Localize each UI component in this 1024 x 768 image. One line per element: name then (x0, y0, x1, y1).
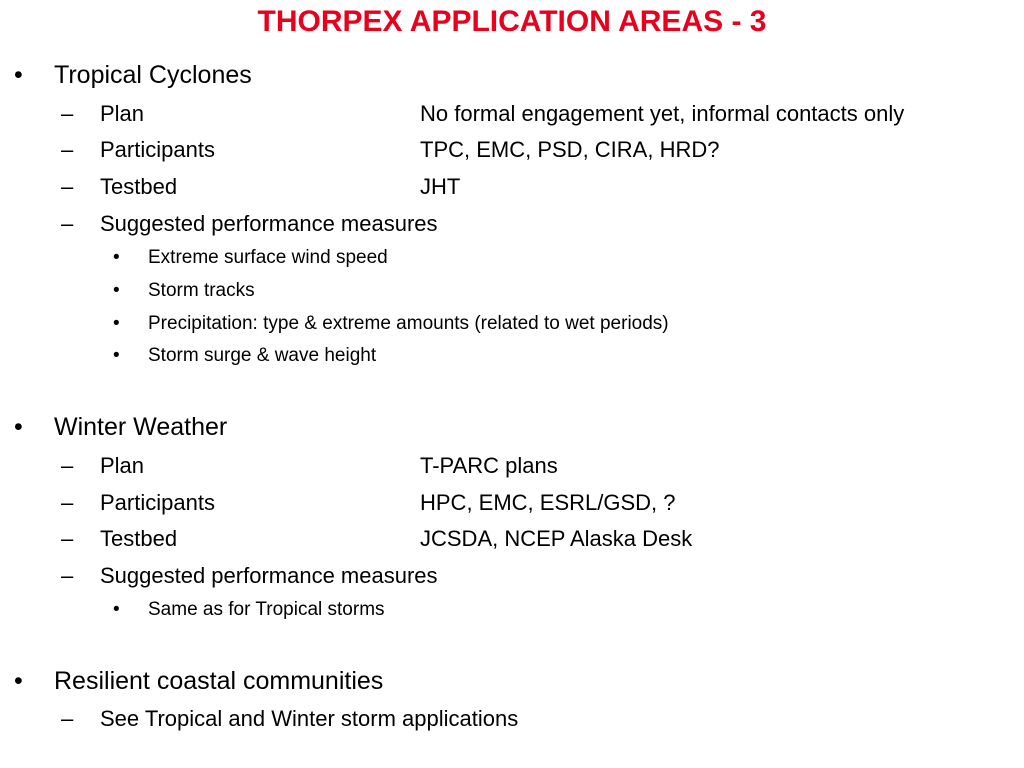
measure-text: Storm surge & wave height (148, 345, 377, 366)
dash-marker: – (61, 490, 74, 515)
bullet-marker: • (113, 313, 120, 334)
item-value: TPC, EMC, PSD, CIRA, HRD? (420, 137, 720, 162)
measure-text: Same as for Tropical storms (148, 599, 385, 620)
measure-text: Storm tracks (148, 280, 255, 301)
section-heading-text: Winter Weather (54, 413, 228, 441)
dash-marker: – (61, 174, 74, 199)
item-value: No formal engagement yet, informal contacts only (420, 101, 905, 126)
dash-marker: – (61, 706, 74, 731)
dash-marker: – (61, 453, 74, 478)
item-label: Suggested performance measures (100, 563, 438, 588)
item-label: Plan (100, 101, 145, 126)
item-value: JHT (420, 174, 461, 199)
item-value: HPC, EMC, ESRL/GSD, ? (420, 490, 676, 515)
item-value: JCSDA, NCEP Alaska Desk (420, 526, 693, 551)
section-heading-text: Resilient coastal communities (54, 667, 384, 695)
measure-text: Extreme surface wind speed (148, 247, 388, 268)
dash-marker: – (61, 211, 74, 236)
bullet-marker: • (14, 667, 23, 695)
bullet-marker: • (14, 413, 23, 441)
item-label: Plan (100, 453, 145, 478)
bullet-marker: • (113, 345, 120, 366)
dash-marker: – (61, 563, 74, 588)
slide-title: THORPEX APPLICATION AREAS - 3 (257, 5, 767, 38)
item-label: Participants (100, 490, 215, 515)
bullet-marker: • (14, 61, 23, 89)
item-label: Suggested performance measures (100, 211, 438, 236)
item-label: Testbed (100, 174, 178, 199)
bullet-marker: • (113, 280, 120, 301)
item-label: See Tropical and Winter storm applications (100, 706, 519, 731)
item-label: Testbed (100, 526, 178, 551)
bullet-marker: • (113, 599, 120, 620)
dash-marker: – (61, 137, 74, 162)
item-value: T-PARC plans (420, 453, 558, 478)
bullet-marker: • (113, 247, 120, 268)
dash-marker: – (61, 101, 74, 126)
dash-marker: – (61, 526, 74, 551)
section-heading-text: Tropical Cyclones (54, 61, 252, 89)
item-label: Participants (100, 137, 215, 162)
measure-text: Precipitation: type & extreme amounts (related to wet periods) (148, 313, 669, 334)
